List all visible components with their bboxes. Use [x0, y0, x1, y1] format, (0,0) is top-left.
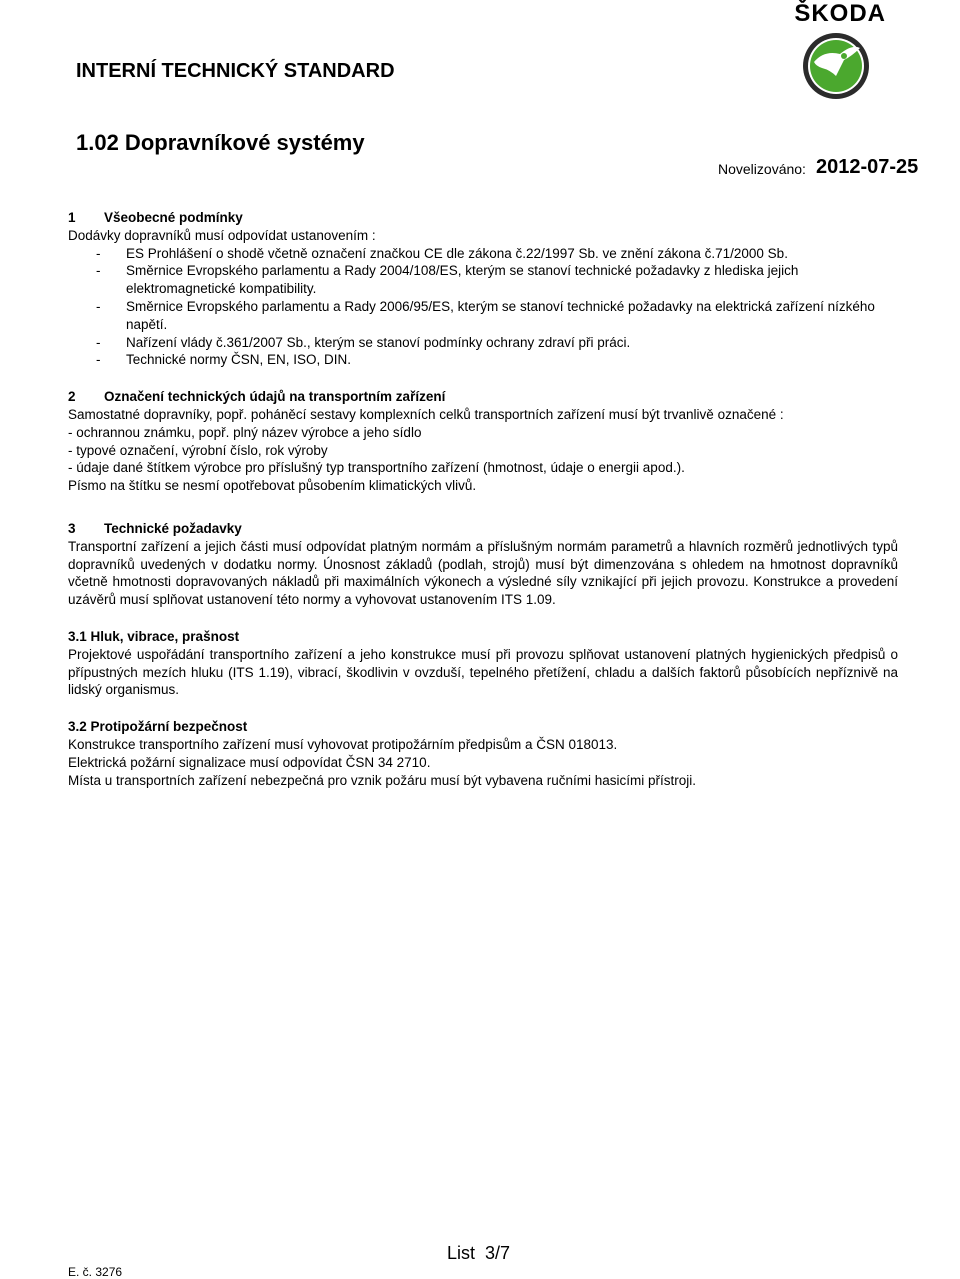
list-item: - ES Prohlášení o shodě včetně označení značkou CE dle zákona č.22/1997 Sb. ve znění zákona č.71/2000 Sb.	[68, 245, 898, 263]
section-2-number: 2	[68, 389, 76, 405]
section-1-list	[68, 245, 898, 370]
section-1-number: 1	[68, 210, 76, 225]
list-item: - Směrnice Evropského parlamentu a Rady 2004/108/ES, kterým se stanoví technické požadavky z hlediska jejich elektromagnetické kompatibility.	[68, 262, 898, 298]
section-3-2-heading: 3.2 Protipožární bezpečnost	[68, 719, 248, 735]
section-3-title: Technické požadavky	[104, 520, 242, 536]
section-2-line: - údaje dané štítkem výrobce pro příslušný typ transportního zařízení (hmotnost, údaje o energii apod.).	[68, 460, 685, 476]
list-item: - Směrnice Evropského parlamentu a Rady 2006/95/ES, kterým se stanoví technické požadavky na elektrická zařízení nízkého napětí.	[68, 298, 898, 334]
list-item: - Technické normy ČSN, EN, ISO, DIN.	[68, 351, 898, 369]
section-2-heading	[68, 388, 898, 406]
section-3-1-heading: 3.1 Hluk, vibrace, prašnost	[68, 628, 240, 644]
document-number: E. č. 3276	[68, 1265, 123, 1279]
document-body	[68, 209, 898, 789]
section-2-line: - typové označení, výrobní číslo, rok výroby	[68, 442, 328, 458]
skoda-logo-icon	[800, 30, 872, 107]
page-number: List 3/7	[447, 1243, 511, 1263]
section-2-line: Písmo na štítku se nesmí opotřebovat působením klimatických vlivů.	[68, 478, 477, 494]
list-item: - Nařízení vlády č.361/2007 Sb., kterým se stanoví podmínky ochrany zdraví při práci.	[68, 334, 898, 352]
section-1-heading	[68, 209, 898, 227]
section-title: 1.02 Dopravníkové systémy	[76, 130, 365, 155]
brand-wordmark: ŠKODA	[794, 0, 886, 27]
section-3-heading	[68, 520, 898, 538]
standard-title: INTERNÍ TECHNICKÝ STANDARD	[76, 60, 395, 82]
section-1-intro: Dodávky dopravníků musí odpovídat ustanovením :	[68, 227, 376, 243]
section-3-paragraph: Transportní zařízení a jejich části musí odpovídat platným normám a příslušným normám parametrů a hlavních rozměrů jednotlivých typů dopravníků uvedených v dodatku normy. Únosnost základů (podlah, strojů) musí být dimenzována s ohledem na hmotnost dopravníků včetně hmotnosti dopravovaných nákladů při maximálních výkonech a výsledné síly vznikající při jejich provozu. Konstrukce a provedení uzávěrů musí splňovat ustanovení této normy a vyhovovat ustanovením ITS 1.09.	[68, 538, 898, 608]
section-3-number: 3	[68, 520, 76, 536]
section-3-1-paragraph: Projektové uspořádání transportního zařízení a jeho konstrukce musí při provozu splňovat ustanovení platných hygienických předpisů o přípustných mezích hluku (ITS 1.19), vibrací, škodlivin v ovzduší, tepelného přetížení, chladu a dalších faktorů působících nepříznivě na lidský organismus.	[68, 646, 898, 698]
section-3-2-line: Konstrukce transportního zařízení musí vyhovovat protipožárním předpisům a ČSN 018013.	[68, 736, 618, 752]
section-3-2-line: Elektrická požární signalizace musí odpovídat ČSN 34 2710.	[68, 754, 431, 770]
section-2-line: - ochrannou známku, popř. plný název výrobce a jeho sídlo	[68, 424, 422, 440]
revised-label: Novelizováno:	[718, 161, 806, 177]
section-2-title: Označení technických údajů na transportním zařízení	[104, 389, 446, 405]
section-3-2-line: Místa u transportních zařízení nebezpečná pro vznik požáru musí být vybavena ručními hasicími přístroji.	[68, 772, 697, 788]
section-1-title: Všeobecné podmínky	[104, 210, 243, 225]
revised-date: 2012-07-25	[816, 156, 919, 178]
section-2-line: Samostatné dopravníky, popř. poháněcí sestavy komplexních celků transportních zařízení musí být trvanlivě označené :	[68, 406, 784, 422]
